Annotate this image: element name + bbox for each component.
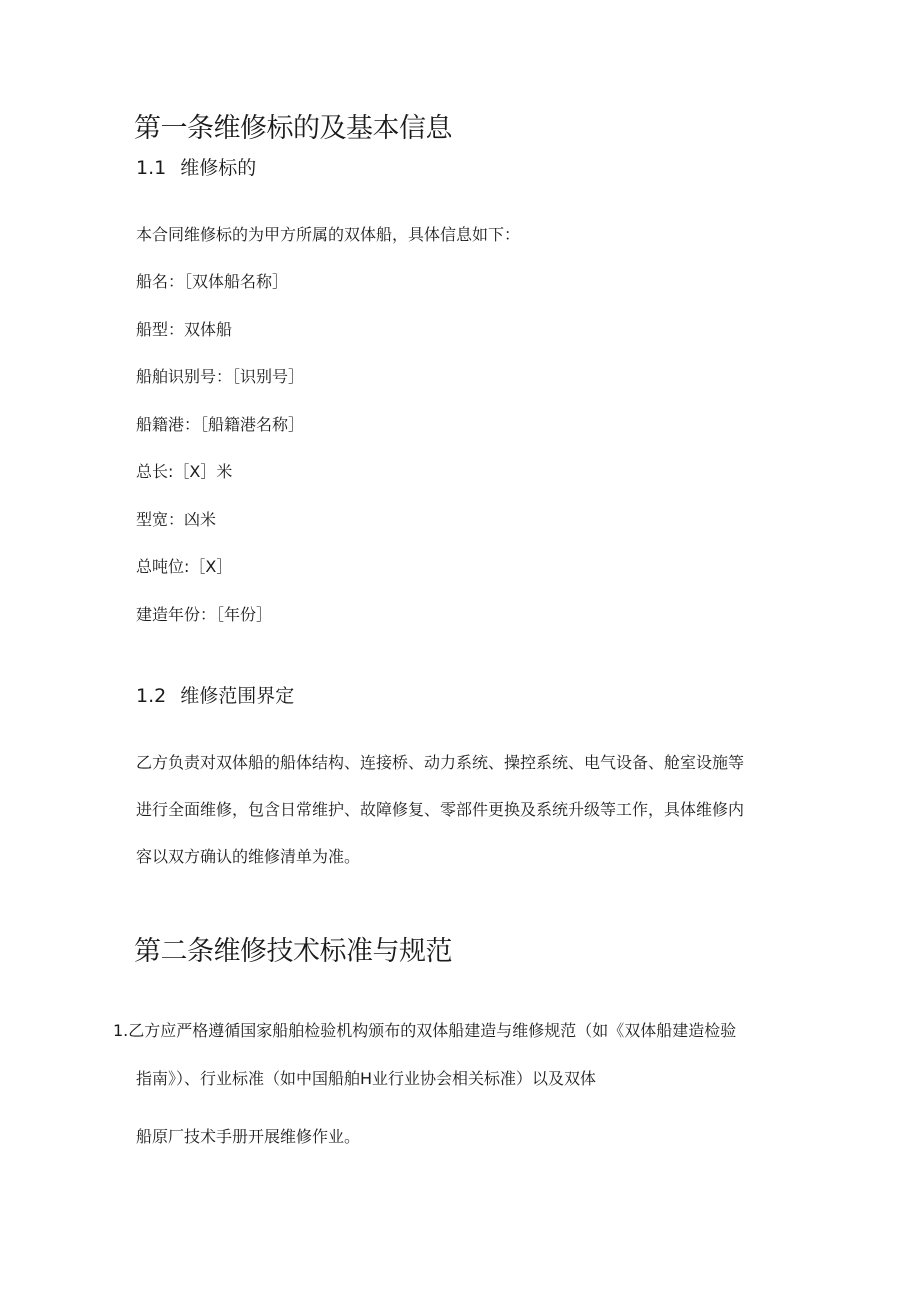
- field-gross-tonnage: 总吨位:［X］: [136, 557, 233, 576]
- article-1-title: 第一条维修标的及基本信息: [134, 113, 452, 144]
- field-ship-name: 船名：［双体船名称］: [136, 272, 289, 291]
- field-length-overall: 总长:［X］米: [136, 462, 233, 481]
- intro-text: 本合同维修标的为甲方所属的双体船，具体信息如下：: [136, 225, 521, 244]
- section-number: 1.2: [136, 685, 167, 707]
- section-title: 维修范围界定: [180, 685, 295, 707]
- field-ship-type: 船型：双体船: [136, 320, 233, 339]
- paragraph-line: 乙方负责对双体船的船体结构、连接桥、动力系统、操控系统、电气设备、舱室设施等: [136, 753, 745, 772]
- scope-paragraph: [136, 739, 786, 880]
- list-item-1-line-3: 船原厂技术手册开展维修作业。: [136, 1127, 361, 1146]
- field-port-of-registry: 船籍港：［船籍港名称］: [136, 415, 305, 434]
- section-1-1-heading: [136, 155, 256, 181]
- paragraph-line: 进行全面维修，包含日常维护、故障修复、零部件更换及系统升级等工作，具体维修内: [136, 800, 745, 819]
- article-2-title: 第二条维修技术标准与规范: [134, 936, 452, 967]
- list-item-1-line-1: 1.乙方应严格遵循国家船舶检验机构颁布的双体船建造与维修规范（如《双体船建造检验: [113, 1021, 737, 1040]
- field-build-year: 建造年份：［年份］: [136, 605, 273, 624]
- section-title: 维修标的: [180, 157, 257, 179]
- field-ship-id: 船舶识别号：［识别号］: [136, 367, 305, 386]
- field-moulded-breadth: 型宽：凶米: [136, 510, 217, 529]
- paragraph-line: 容以双方确认的维修清单为准。: [136, 847, 361, 866]
- list-item-1-line-2: 指南》）、行业标准（如中国船舶H业行业协会相关标准）以及双体: [136, 1069, 597, 1088]
- section-1-2-heading: [136, 683, 294, 709]
- section-number: 1.1: [136, 157, 167, 179]
